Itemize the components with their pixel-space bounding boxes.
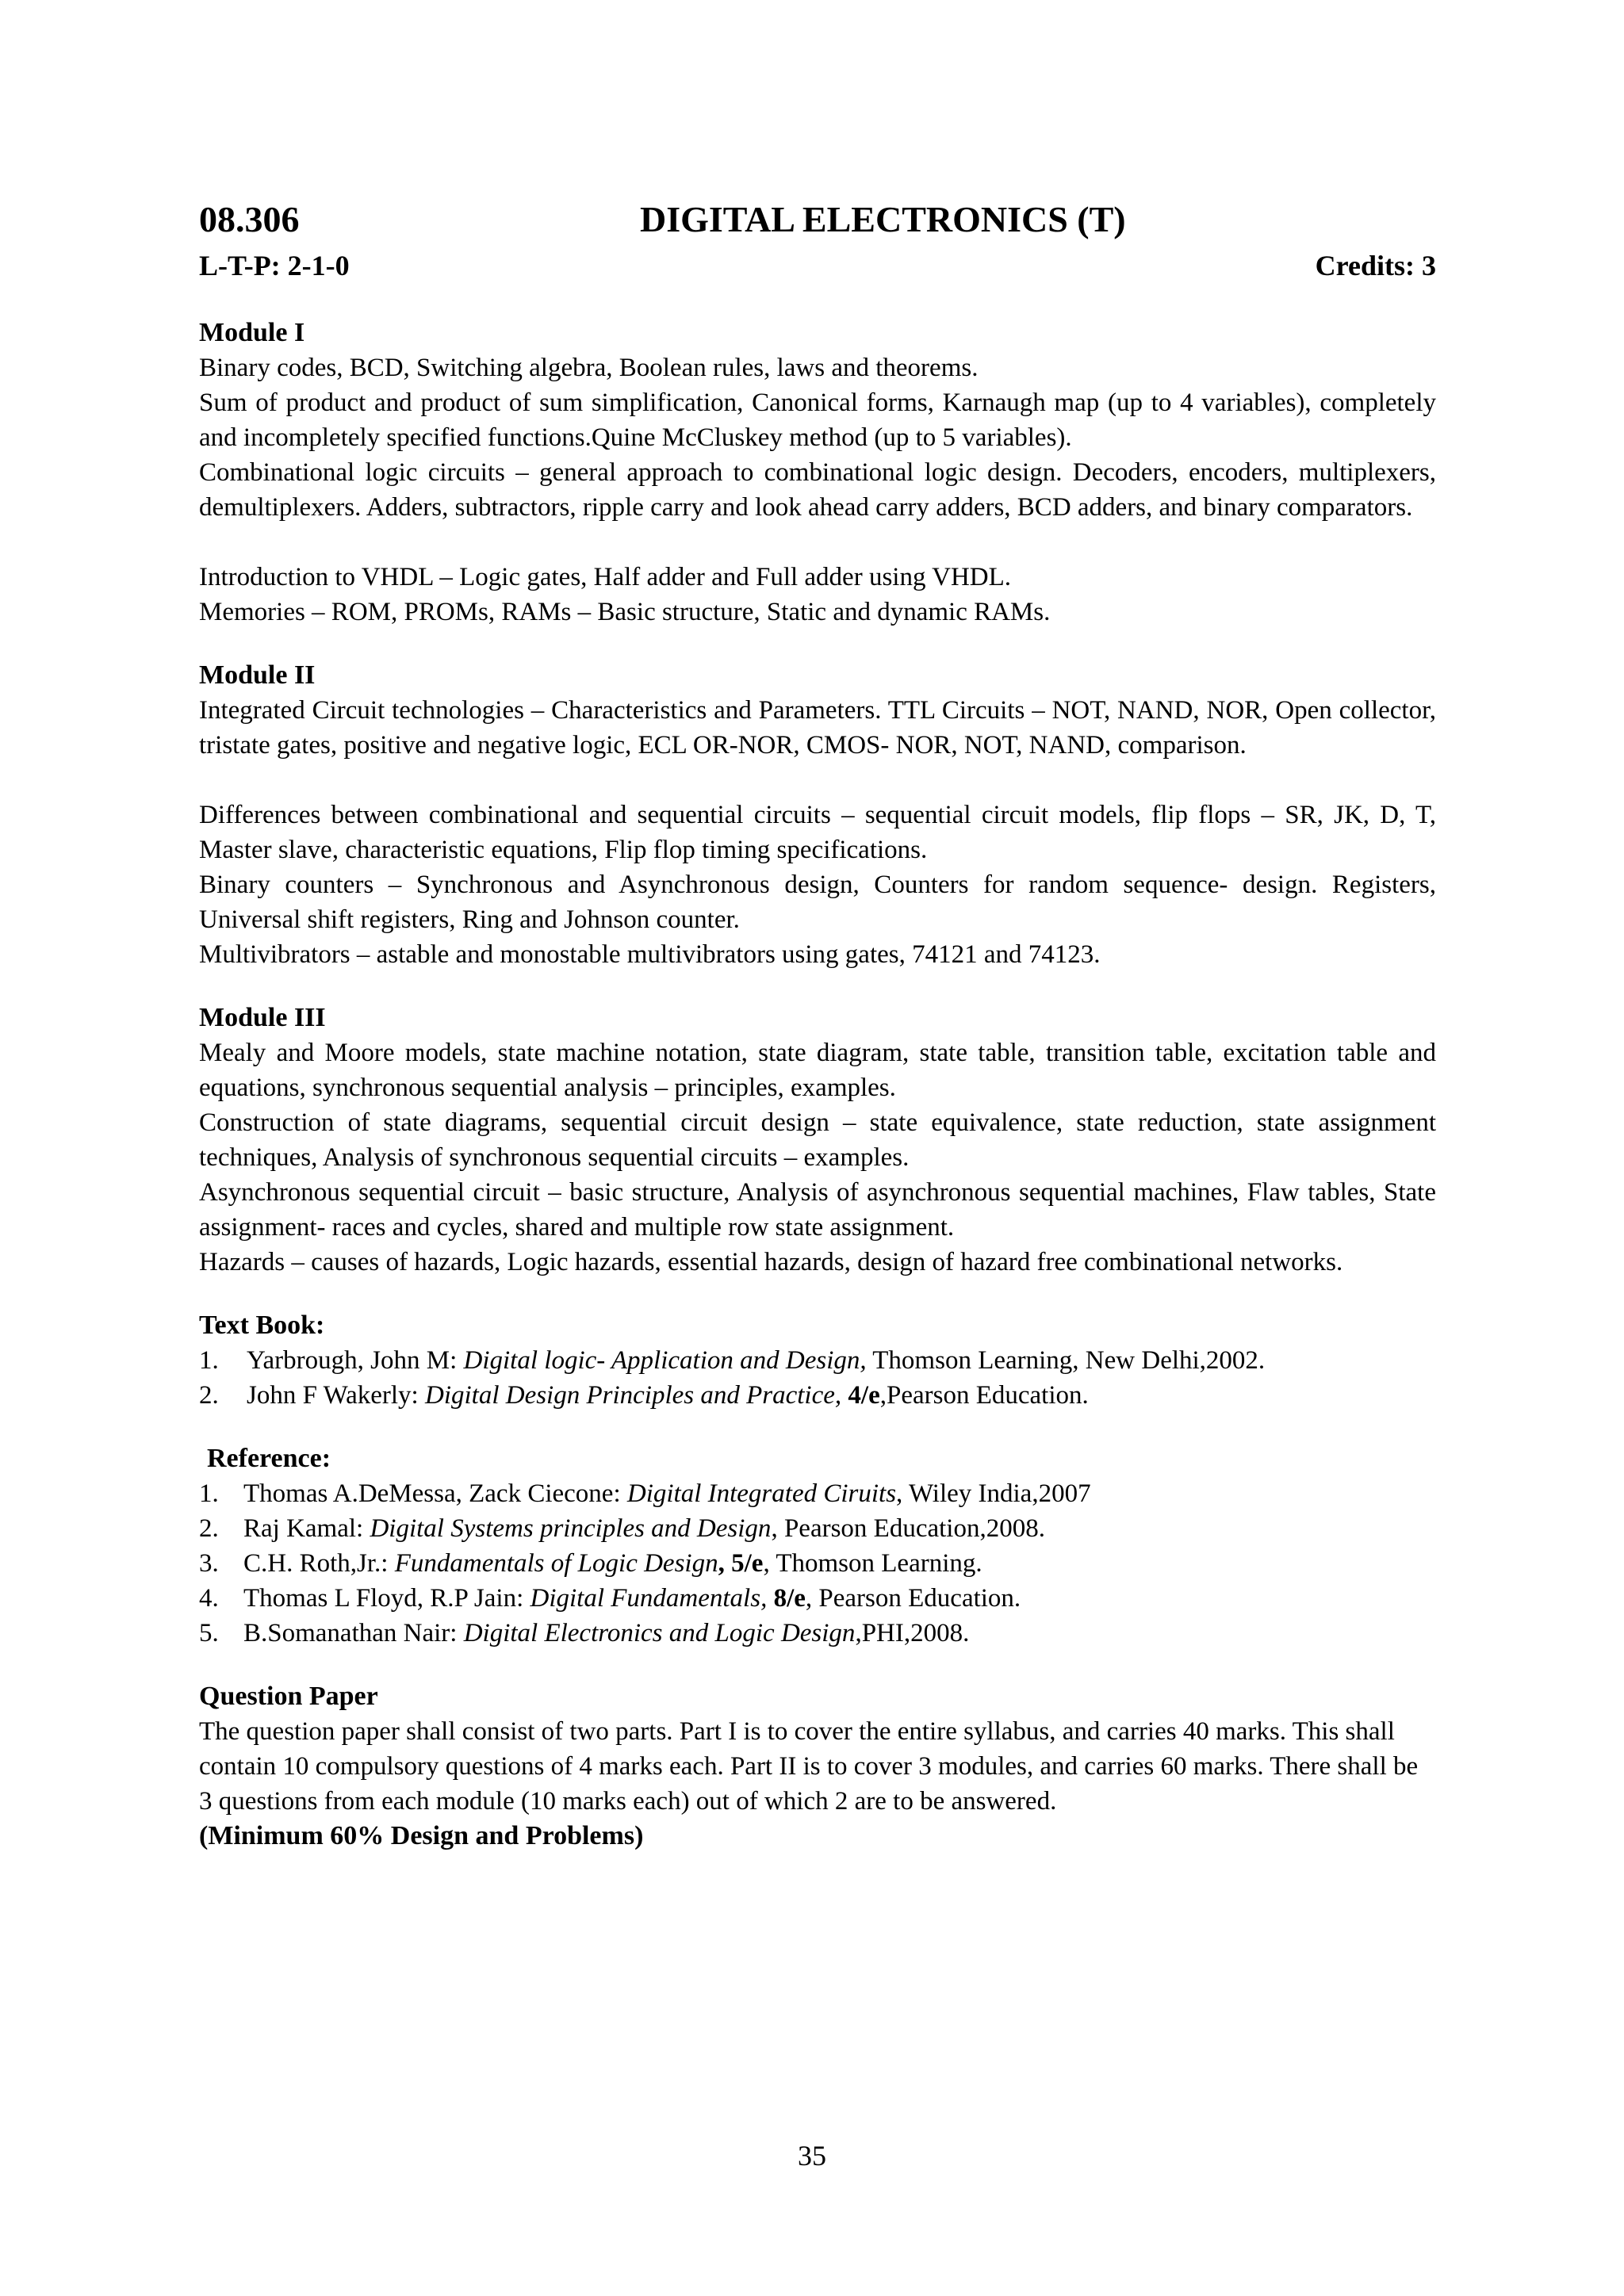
textbook-list	[199, 1343, 1436, 1413]
book-author: B.Somanathan Nair:	[243, 1619, 464, 1647]
module-1-heading: Module I	[199, 318, 305, 347]
module-3-para: Mealy and Moore models, state machine notation, state diagram, state table, transition table, excitation table and equations, synchronous sequential analysis – principles, examples.	[199, 1039, 1436, 1102]
book-edition: , 5/e	[718, 1549, 764, 1578]
reference-heading: Reference:	[207, 1444, 331, 1473]
list-number: 4.	[199, 1584, 219, 1613]
textbook-heading: Text Book:	[199, 1311, 325, 1340]
reference-list	[199, 1476, 1436, 1651]
course-title: DIGITAL ELECTRONICS (T)	[640, 199, 1126, 239]
list-item	[199, 1616, 1436, 1651]
book-publisher: ,PHI,2008.	[855, 1619, 970, 1647]
list-number: 1.	[199, 1346, 219, 1375]
book-publisher: , Pearson Education,2008.	[771, 1514, 1045, 1543]
book-title: Digital Fundamentals,	[530, 1584, 768, 1613]
module-3-para: Hazards – causes of hazards, Logic hazards, essential hazards, design of hazard free combinational networks.	[199, 1248, 1343, 1276]
book-author: C.H. Roth,Jr.:	[243, 1549, 395, 1578]
course-header	[199, 198, 1436, 244]
book-publisher: , Wiley India,2007	[896, 1479, 1091, 1508]
page-number: 35	[798, 2140, 826, 2172]
module-3-heading: Module III	[199, 1003, 326, 1032]
book-publisher: Thomson Learning, New Delhi,2002.	[866, 1346, 1266, 1375]
module-2-para: Multivibrators – astable and monostable multivibrators using gates, 74121 and 74123.	[199, 940, 1101, 969]
list-item	[199, 1581, 1436, 1616]
module-2-para: Binary counters – Synchronous and Asynchronous design, Counters for random sequence- design. Registers, Universal shift registers, Ring and Johnson counter.	[199, 871, 1436, 934]
ltp-label: L-T-P: 2-1-0	[199, 250, 350, 281]
book-author: Thomas A.DeMessa, Zack Ciecone:	[243, 1479, 627, 1508]
list-number: 5.	[199, 1619, 219, 1647]
book-title: Digital Integrated Ciruits	[626, 1479, 897, 1508]
module-3-para: Construction of state diagrams, sequential circuit design – state equivalence, state reduction, state assignment techniques, Analysis of synchronous sequential circuits – examples.	[199, 1108, 1436, 1172]
question-paper-text: The question paper shall consist of two parts. Part I is to cover the entire syllabus, and carries 40 marks. This shall contain 10 compulsory questions of 4 marks each. Part II is to cover 3 modules, and carries 60 marks. There shall be 3 questions from each module (10 marks each) out of which 2 are to be answered.	[199, 1717, 1419, 1816]
book-title: Digital logic- Application and Design,	[463, 1346, 867, 1375]
module-2-heading: Module II	[199, 660, 316, 690]
list-number: 2.	[199, 1381, 219, 1410]
module-1-para: Memories – ROM, PROMs, RAMs – Basic structure, Static and dynamic RAMs.	[199, 598, 1051, 626]
list-item	[199, 1378, 1436, 1413]
book-author: Thomas L Floyd, R.P Jain:	[243, 1584, 530, 1613]
module-1-para: Combinational logic circuits – general approach to combinational logic design. Decoders, encoders, multiplexers, demultiplexers. Adders, subtractors, ripple carry and look ahead carry adders, BCD adders, and binary comparators.	[199, 458, 1436, 522]
book-title: Fundamentals of Logic Design	[394, 1549, 718, 1578]
book-author: Raj Kamal:	[243, 1514, 370, 1543]
list-item	[199, 1476, 1436, 1511]
book-title: Digital Electronics and Logic Design	[463, 1619, 856, 1647]
module-1-para: Sum of product and product of sum simplification, Canonical forms, Karnaugh map (up to 4 variables), completely and incompletely specified functions.Quine McCluskey method (up to 5 variables).	[199, 388, 1436, 452]
course-meta	[199, 244, 1436, 284]
module-2-para: Integrated Circuit technologies – Characteristics and Parameters. TTL Circuits – NOT, NAND, NOR, Open collector, tristate gates, positive and negative logic, ECL OR-NOR, CMOS- NOR, NOT, NAND, comparison.	[199, 696, 1436, 760]
book-title: Digital Design Principles and Practice,	[424, 1381, 842, 1410]
credits-label: Credits: 3	[1315, 250, 1436, 281]
list-number: 3.	[199, 1549, 219, 1578]
module-3-para: Asynchronous sequential circuit – basic structure, Analysis of asynchronous sequential machines, Flaw tables, State assignment- races and cycles, shared and multiple row state assignment.	[199, 1178, 1436, 1242]
module-1-para: Binary codes, BCD, Switching algebra, Boolean rules, laws and theorems.	[199, 354, 979, 382]
book-author: John F Wakerly:	[247, 1381, 425, 1410]
module-2-para: Differences between combinational and sequential circuits – sequential circuit models, flip flops – SR, JK, D, T, Master slave, characteristic equations, Flip flop timing specifications.	[199, 801, 1436, 864]
list-item	[199, 1511, 1436, 1546]
book-edition: 4/e	[841, 1381, 880, 1410]
list-item	[199, 1343, 1436, 1378]
list-item	[199, 1546, 1436, 1581]
list-number: 1.	[199, 1479, 219, 1508]
book-title: Digital Systems principles and Design	[370, 1514, 772, 1543]
book-publisher: , Thomson Learning.	[763, 1549, 982, 1578]
syllabus-page	[199, 198, 1436, 1854]
question-paper-note: (Minimum 60% Design and Problems)	[199, 1821, 644, 1850]
book-publisher: ,Pearson Education.	[879, 1381, 1089, 1410]
book-edition: 8/e	[767, 1584, 806, 1613]
module-1-para: Introduction to VHDL – Logic gates, Half adder and Full adder using VHDL.	[199, 563, 1012, 591]
list-number: 2.	[199, 1514, 219, 1543]
book-publisher: , Pearson Education.	[805, 1584, 1021, 1613]
book-author: Yarbrough, John M:	[247, 1346, 464, 1375]
course-code: 08.306	[199, 199, 300, 239]
question-paper-heading: Question Paper	[199, 1682, 378, 1711]
